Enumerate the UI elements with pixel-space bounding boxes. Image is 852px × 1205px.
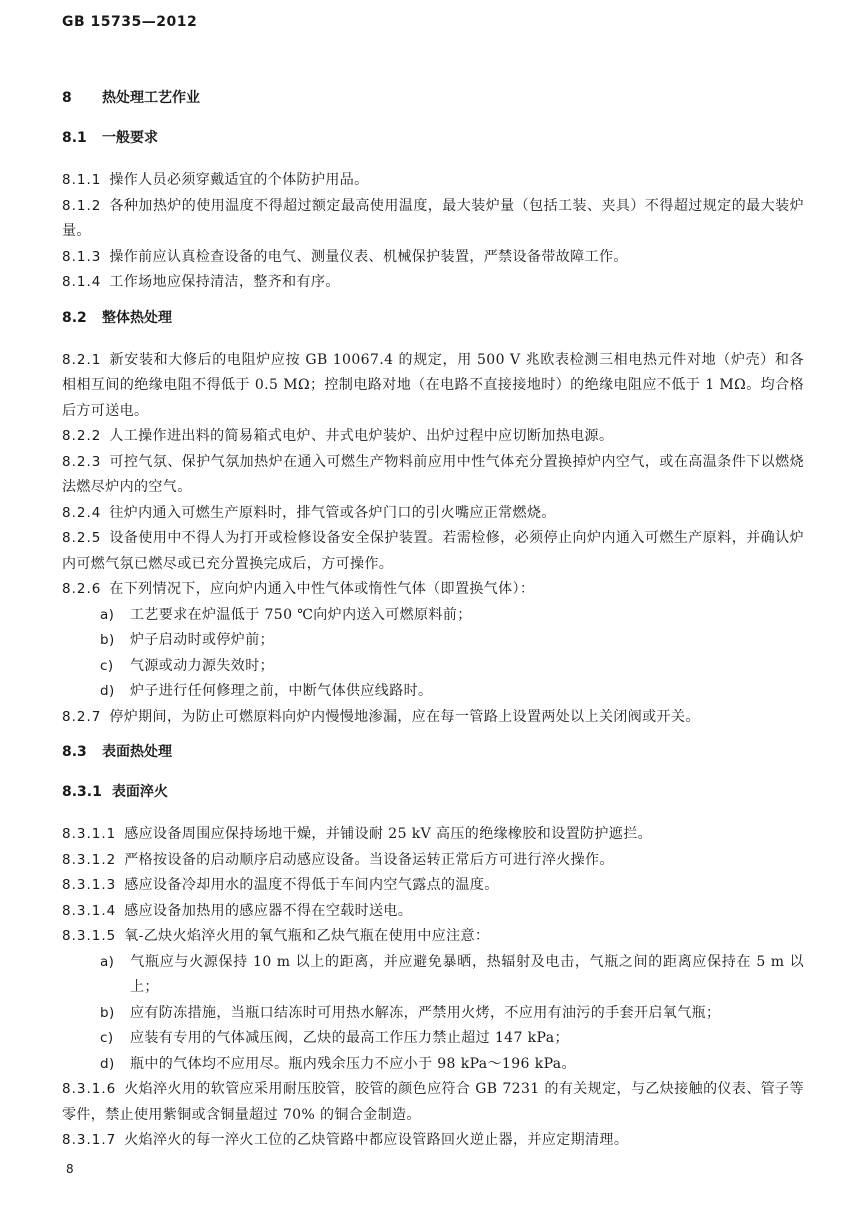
clause-8-2-3	[62, 450, 804, 501]
section-number: 8.2	[62, 309, 87, 326]
list-label: b)	[100, 1004, 115, 1021]
clause-number: 8.2.7	[62, 708, 102, 725]
clause-text: 感应设备加热用的感应器不得在空载时送电。	[124, 902, 413, 919]
clause-text: 操作人员必须穿戴适宜的个体防护用品。	[109, 172, 369, 188]
list-item	[62, 1052, 804, 1078]
clause-number: 8.2.4	[62, 504, 102, 521]
list-label: a)	[100, 953, 115, 970]
list-text: 炉子启动时或停炉前；	[130, 632, 274, 648]
section-title: 表面淬火	[111, 784, 168, 800]
clause-text: 在下列情况下，应向炉内通入中性气体或惰性气体（即置换气体）：	[109, 581, 535, 597]
clause-text: 停炉期间，为防止可燃原料向炉内慢慢地渗漏，应在每一管路上设置两处以上关闭阀或开关。	[109, 708, 700, 725]
list-item	[62, 603, 804, 629]
clause-number: 8.3.1.6	[62, 1081, 117, 1097]
clause-8-2-4	[62, 501, 804, 527]
section-number: 8	[62, 90, 72, 106]
list-text: 气源或动力源失效时；	[130, 657, 274, 674]
list-label: d)	[100, 1055, 115, 1072]
section-8-3-heading	[62, 742, 804, 762]
clause-number: 8.3.1.5	[62, 928, 117, 944]
clause-8-3-1-3	[62, 873, 804, 899]
clause-number: 8.3.1.2	[62, 851, 117, 868]
clause-number: 8.1.2	[62, 197, 102, 214]
clause-8-3-1-1	[62, 822, 804, 848]
list-text: 气瓶应与火源保持 10 m 以上的距离，并应避免暴晒，热辐射及电击，气瓶之间的距离应保持在 5 m 以上；	[130, 953, 804, 995]
clause-8-1-4	[62, 270, 804, 296]
list-label: a)	[100, 606, 115, 623]
clause-8-3-1-7	[62, 1128, 804, 1154]
clause-number: 8.3.1.1	[62, 826, 117, 842]
section-number: 8.3	[62, 744, 87, 760]
section-8-2-heading	[62, 308, 804, 328]
clause-number: 8.3.1.3	[62, 877, 117, 893]
clause-text: 人工操作进出料的简易箱式电炉、井式电炉装炉、出炉过程中应切断加热电源。	[109, 428, 614, 444]
list-item	[62, 679, 804, 705]
clause-number: 8.2.5	[62, 530, 102, 546]
clause-number: 8.1.4	[62, 274, 102, 290]
section-title: 热处理工艺作业	[102, 90, 200, 106]
section-8-3-1-heading	[62, 782, 804, 802]
clause-text: 火焰淬火用的软管应采用耐压胶管，胶管的颜色应符合 GB 7231 的有关规定，与乙炔接触的仪表、管子等零件，禁止使用紫铜或含铜量超过 70% 的铜合金制造。	[62, 1081, 804, 1123]
section-number: 8.3.1	[62, 784, 102, 800]
clause-text: 感应设备周围应保持场地干燥，并铺设耐 25 kV 高压的绝缘橡胶和设置防护遮拦。	[124, 826, 652, 842]
section-8-heading	[62, 88, 804, 108]
list-label: d)	[100, 683, 115, 699]
clause-text: 各种加热炉的使用温度不得超过额定最高使用温度，最大装炉量（包括工装、夹具）不得超过规定的最大装炉量。	[62, 197, 804, 239]
clause-8-2-6	[62, 577, 804, 603]
document-body	[62, 88, 804, 1154]
list-text: 炉子进行任何修理之前，中断气体供应线路时。	[130, 683, 433, 699]
clause-number: 8.1.3	[62, 248, 102, 265]
list-label: c)	[100, 1030, 114, 1046]
section-8-1-heading	[62, 128, 804, 148]
clause-8-1-2	[62, 194, 804, 245]
clause-text: 设备使用中不得人为打开或检修设备安全保护装置。若需检修，必须停止向炉内通入可燃生产原料，并确认炉内可燃气氛已燃尽或已充分置换完成后，方可操作。	[62, 530, 804, 572]
clause-number: 8.3.1.7	[62, 1132, 117, 1148]
clause-text: 新安装和大修后的电阻炉应按 GB 10067.4 的规定，用 500 V 兆欧表检测三相电热元件对地（炉壳）和各相相互间的绝缘电阻不得低于 0.5 MΩ；控制电路对地（在电路不直接接地时）的绝缘电阻应不低于 1 MΩ。均合格后方可送电。	[62, 351, 804, 419]
clause-8-2-5	[62, 526, 804, 577]
list-item	[62, 1026, 804, 1052]
section-title: 整体热处理	[102, 309, 172, 326]
clause-number: 8.2.6	[62, 581, 102, 597]
section-title: 表面热处理	[102, 744, 172, 760]
list-text: 工艺要求在炉温低于 750 ℃向炉内送入可燃原料前；	[130, 606, 472, 623]
clause-text: 火焰淬火的每一淬火工位的乙炔管路中都应设管路回火逆止器，并应定期清理。	[124, 1132, 629, 1148]
list-item	[62, 628, 804, 654]
list-label: c)	[100, 657, 114, 674]
clause-8-1-1	[62, 168, 804, 194]
page-number: 8	[66, 1162, 74, 1176]
clause-8-2-7	[62, 705, 804, 731]
clause-text: 工作场地应保持清洁，整齐和有序。	[109, 274, 340, 290]
clause-8-3-1-6	[62, 1077, 804, 1128]
clause-number: 8.1.1	[62, 172, 102, 188]
clause-number: 8.2.3	[62, 453, 102, 470]
clause-text: 氧-乙炔火焰淬火用的氧气瓶和乙炔气瓶在使用中应注意：	[124, 928, 490, 944]
list-item	[62, 1001, 804, 1027]
standard-id: GB 15735—2012	[62, 14, 198, 30]
clause-8-2-1	[62, 348, 804, 425]
list-text: 瓶中的气体均不应用尽。瓶内残余压力不应小于 98 kPa～196 kPa。	[130, 1055, 576, 1072]
clause-text: 往炉内通入可燃生产原料时，排气管或各炉门口的引火嘴应正常燃烧。	[109, 504, 556, 521]
clause-8-1-3	[62, 245, 804, 271]
list-label: b)	[100, 632, 115, 648]
clause-text: 感应设备冷却用水的温度不得低于车间内空气露点的温度。	[124, 877, 499, 893]
list-text: 应装有专用的气体减压阀，乙炔的最高工作压力禁止超过 147 kPa；	[130, 1030, 569, 1046]
clause-text: 严格按设备的启动顺序启动感应设备。当设备运转正常后方可进行淬火操作。	[124, 851, 614, 868]
clause-8-3-1-5	[62, 924, 804, 950]
list-item	[62, 654, 804, 680]
clause-8-3-1-4	[62, 899, 804, 925]
clause-8-3-1-2	[62, 848, 804, 874]
clause-text: 操作前应认真检查设备的电气、测量仪表、机械保护装置，严禁设备带故障工作。	[109, 248, 628, 265]
list-item	[62, 950, 804, 1001]
clause-number: 8.3.1.4	[62, 902, 117, 919]
clause-number: 8.2.2	[62, 428, 102, 444]
section-title: 一般要求	[102, 130, 158, 146]
clause-number: 8.2.1	[62, 351, 102, 368]
list-text: 应有防冻措施，当瓶口结冻时可用热水解冻，严禁用火烤，不应用有油污的手套开启氧气瓶；	[130, 1004, 721, 1021]
section-number: 8.1	[62, 130, 87, 146]
clause-text: 可控气氛、保护气氛加热炉在通入可燃生产物料前应用中性气体充分置换掉炉内空气，或在高温条件下以燃烧法燃尽炉内的空气。	[62, 453, 804, 495]
clause-8-2-2	[62, 424, 804, 450]
